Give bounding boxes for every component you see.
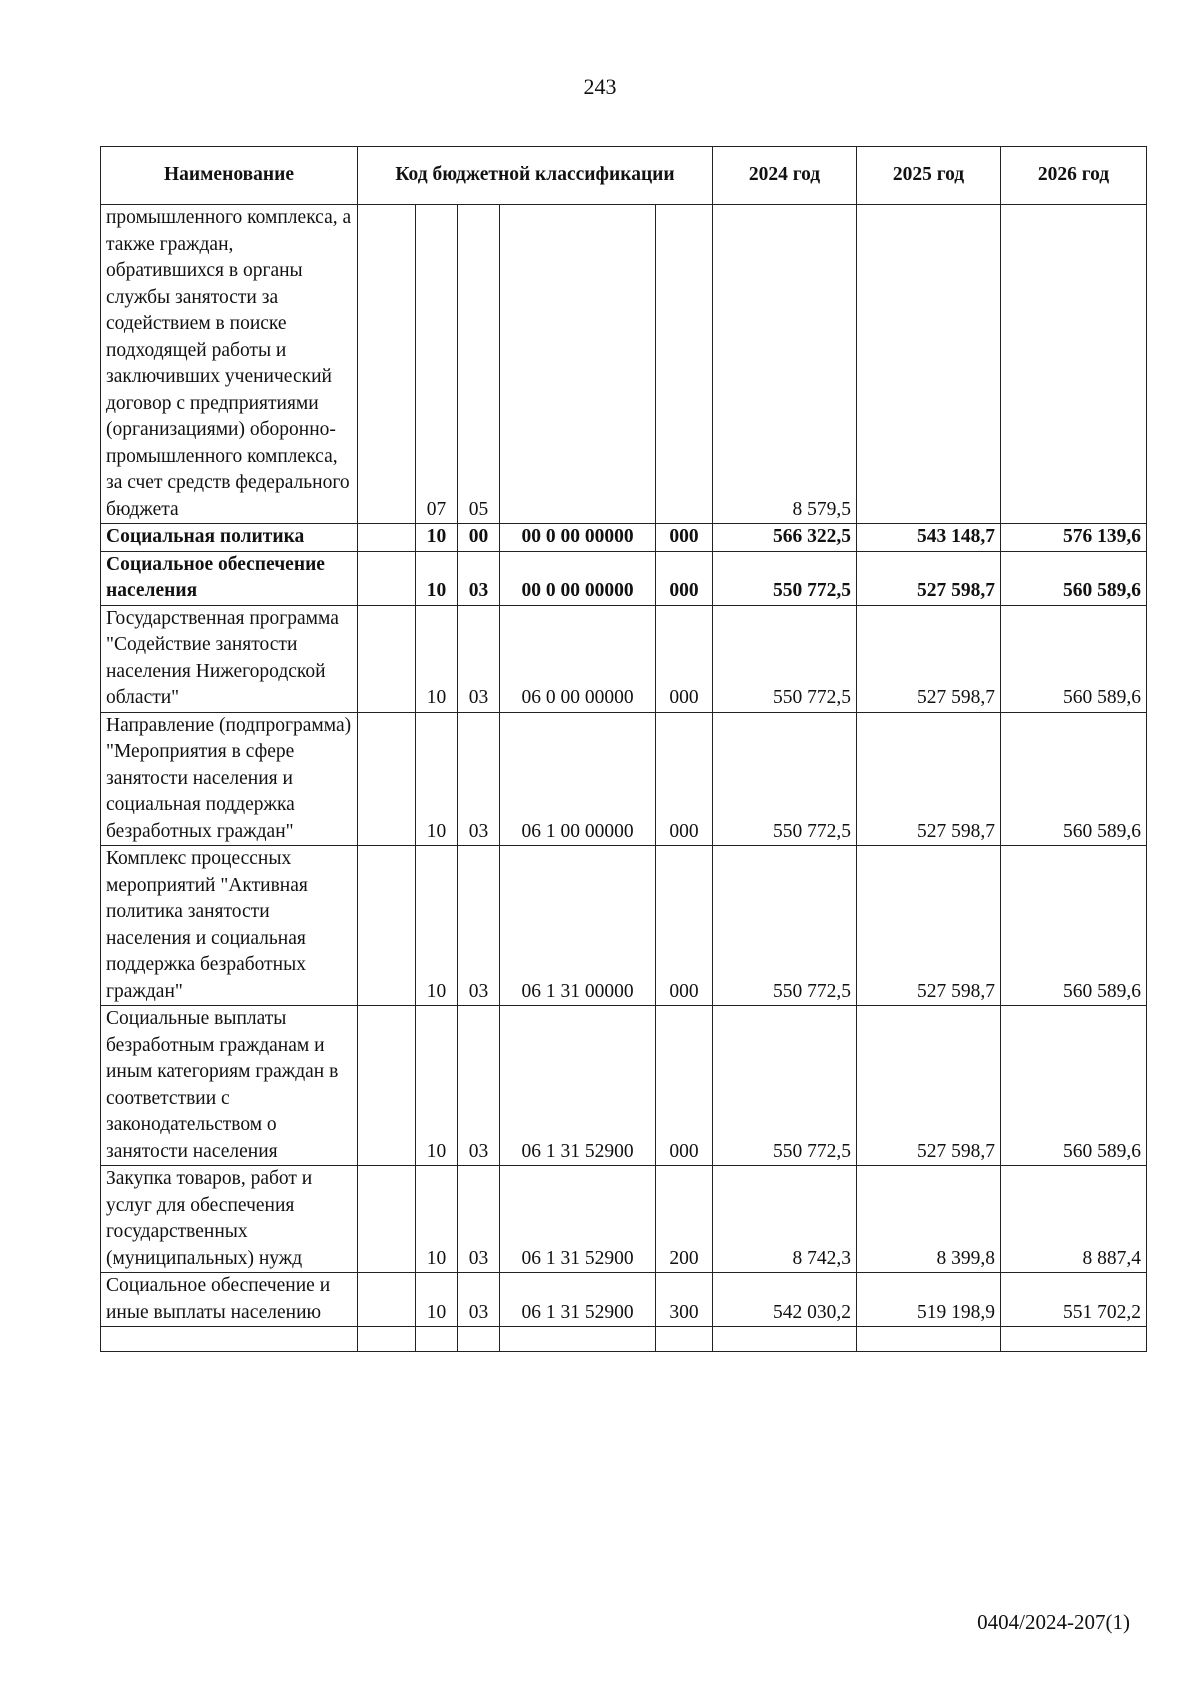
- expense-kind-cell: 200: [656, 1166, 713, 1273]
- table-row: [101, 524, 1147, 552]
- target-code-cell: 06 1 31 52900: [500, 1273, 656, 1327]
- row-name-cell: Социальное обеспечение населения: [101, 551, 358, 605]
- section-code-cell: 10: [416, 1006, 458, 1166]
- chapter-code-cell: [358, 1273, 416, 1327]
- target-code-cell: 06 1 00 00000: [500, 712, 656, 846]
- header-name: Наименование: [101, 147, 358, 205]
- empty-cell: [358, 1327, 416, 1352]
- amount-2025-cell: 8 399,8: [857, 1166, 1001, 1273]
- section-code-cell: 10: [416, 524, 458, 552]
- amount-2026-cell: 560 589,6: [1001, 1006, 1147, 1166]
- row-name-cell: Закупка товаров, работ и услуг для обеспечения государственных (муниципальных) нужд: [101, 1166, 358, 1273]
- amount-2026-cell: 560 589,6: [1001, 605, 1147, 712]
- amount-2026-cell: 560 589,6: [1001, 551, 1147, 605]
- amount-2026-cell: 551 702,2: [1001, 1273, 1147, 1327]
- amount-2025-cell: 543 148,7: [857, 524, 1001, 552]
- target-code-cell: [500, 205, 656, 524]
- target-code-cell: 00 0 00 00000: [500, 551, 656, 605]
- row-name-cell: Социальные выплаты безработным гражданам и иным категориям граждан в соответствии с законодательством о занятости населения: [101, 1006, 358, 1166]
- row-name-cell: промышленного комплекса, а также граждан, обратившихся в органы службы занятости за содействием в поиске подходящей работы и заключивших ученический договор с предприятиями (организациями) оборонно-промышленного комплекса, за счет средств федерального бюджета: [101, 205, 358, 524]
- target-code-cell: 00 0 00 00000: [500, 524, 656, 552]
- amount-2024-cell: 550 772,5: [713, 551, 857, 605]
- amount-2025-cell: 527 598,7: [857, 605, 1001, 712]
- empty-cell: [458, 1327, 500, 1352]
- target-code-cell: 06 1 31 52900: [500, 1006, 656, 1166]
- subsection-code-cell: 03: [458, 605, 500, 712]
- expense-kind-cell: 000: [656, 605, 713, 712]
- document-code: 0404/2024-207(1): [977, 1610, 1130, 1634]
- expense-kind-cell: 000: [656, 551, 713, 605]
- budget-table: [100, 146, 1147, 1352]
- table-row: [101, 605, 1147, 712]
- chapter-code-cell: [358, 1006, 416, 1166]
- chapter-code-cell: [358, 1166, 416, 1273]
- amount-2025-cell: 527 598,7: [857, 846, 1001, 1006]
- amount-2024-cell: 550 772,5: [713, 712, 857, 846]
- header-2026: 2026 год: [1001, 147, 1147, 205]
- expense-kind-cell: 000: [656, 712, 713, 846]
- empty-cell: [713, 1327, 857, 1352]
- amount-2026-cell: 576 139,6: [1001, 524, 1147, 552]
- target-code-cell: 06 0 00 00000: [500, 605, 656, 712]
- section-code-cell: 10: [416, 1273, 458, 1327]
- subsection-code-cell: 00: [458, 524, 500, 552]
- chapter-code-cell: [358, 712, 416, 846]
- amount-2026-cell: [1001, 205, 1147, 524]
- amount-2024-cell: 8 579,5: [713, 205, 857, 524]
- empty-cell: [1001, 1327, 1147, 1352]
- amount-2024-cell: 8 742,3: [713, 1166, 857, 1273]
- section-code-cell: 07: [416, 205, 458, 524]
- row-name-cell: Социальное обеспечение и иные выплаты населению: [101, 1273, 358, 1327]
- table-body: [101, 205, 1147, 1352]
- empty-cell: [500, 1327, 656, 1352]
- row-name-cell: Социальная политика: [101, 524, 358, 552]
- empty-cell: [656, 1327, 713, 1352]
- table-row: [101, 205, 1147, 524]
- row-name-cell: Государственная программа "Содействие занятости населения Нижегородской области": [101, 605, 358, 712]
- chapter-code-cell: [358, 605, 416, 712]
- chapter-code-cell: [358, 524, 416, 552]
- table-header-row: [101, 147, 1147, 205]
- expense-kind-cell: 000: [656, 846, 713, 1006]
- row-name-cell: Направление (подпрограмма) "Мероприятия в сфере занятости населения и социальная поддержка безработных граждан": [101, 712, 358, 846]
- expense-kind-cell: 300: [656, 1273, 713, 1327]
- header-code: Код бюджетной классификации: [358, 147, 713, 205]
- subsection-code-cell: 03: [458, 1166, 500, 1273]
- amount-2024-cell: 550 772,5: [713, 846, 857, 1006]
- amount-2026-cell: 8 887,4: [1001, 1166, 1147, 1273]
- table-row: [101, 1166, 1147, 1273]
- table-row: [101, 551, 1147, 605]
- section-code-cell: 10: [416, 712, 458, 846]
- target-code-cell: 06 1 31 00000: [500, 846, 656, 1006]
- amount-2026-cell: 560 589,6: [1001, 846, 1147, 1006]
- table-row: [101, 846, 1147, 1006]
- expense-kind-cell: 000: [656, 524, 713, 552]
- amount-2025-cell: 527 598,7: [857, 551, 1001, 605]
- chapter-code-cell: [358, 846, 416, 1006]
- amount-2026-cell: 560 589,6: [1001, 712, 1147, 846]
- subsection-code-cell: 05: [458, 205, 500, 524]
- amount-2024-cell: 550 772,5: [713, 1006, 857, 1166]
- subsection-code-cell: 03: [458, 712, 500, 846]
- amount-2024-cell: 542 030,2: [713, 1273, 857, 1327]
- table-row: [101, 1006, 1147, 1166]
- subsection-code-cell: 03: [458, 846, 500, 1006]
- amount-2025-cell: 519 198,9: [857, 1273, 1001, 1327]
- subsection-code-cell: 03: [458, 1273, 500, 1327]
- amount-2025-cell: [857, 205, 1001, 524]
- target-code-cell: 06 1 31 52900: [500, 1166, 656, 1273]
- section-code-cell: 10: [416, 1166, 458, 1273]
- section-code-cell: 10: [416, 605, 458, 712]
- empty-cell: [857, 1327, 1001, 1352]
- page-number: 243: [583, 74, 617, 99]
- chapter-code-cell: [358, 205, 416, 524]
- header-2024: 2024 год: [713, 147, 857, 205]
- table-row: [101, 1273, 1147, 1327]
- amount-2025-cell: 527 598,7: [857, 712, 1001, 846]
- empty-cell: [101, 1327, 358, 1352]
- header-2025: 2025 год: [857, 147, 1001, 205]
- amount-2024-cell: 550 772,5: [713, 605, 857, 712]
- empty-row: [101, 1327, 1147, 1352]
- row-name-cell: Комплекс процессных мероприятий "Активная политика занятости населения и социальная поддержка безработных граждан": [101, 846, 358, 1006]
- amount-2024-cell: 566 322,5: [713, 524, 857, 552]
- section-code-cell: 10: [416, 551, 458, 605]
- expense-kind-cell: [656, 205, 713, 524]
- subsection-code-cell: 03: [458, 551, 500, 605]
- expense-kind-cell: 000: [656, 1006, 713, 1166]
- subsection-code-cell: 03: [458, 1006, 500, 1166]
- table-row: [101, 712, 1147, 846]
- empty-cell: [416, 1327, 458, 1352]
- chapter-code-cell: [358, 551, 416, 605]
- section-code-cell: 10: [416, 846, 458, 1006]
- amount-2025-cell: 527 598,7: [857, 1006, 1001, 1166]
